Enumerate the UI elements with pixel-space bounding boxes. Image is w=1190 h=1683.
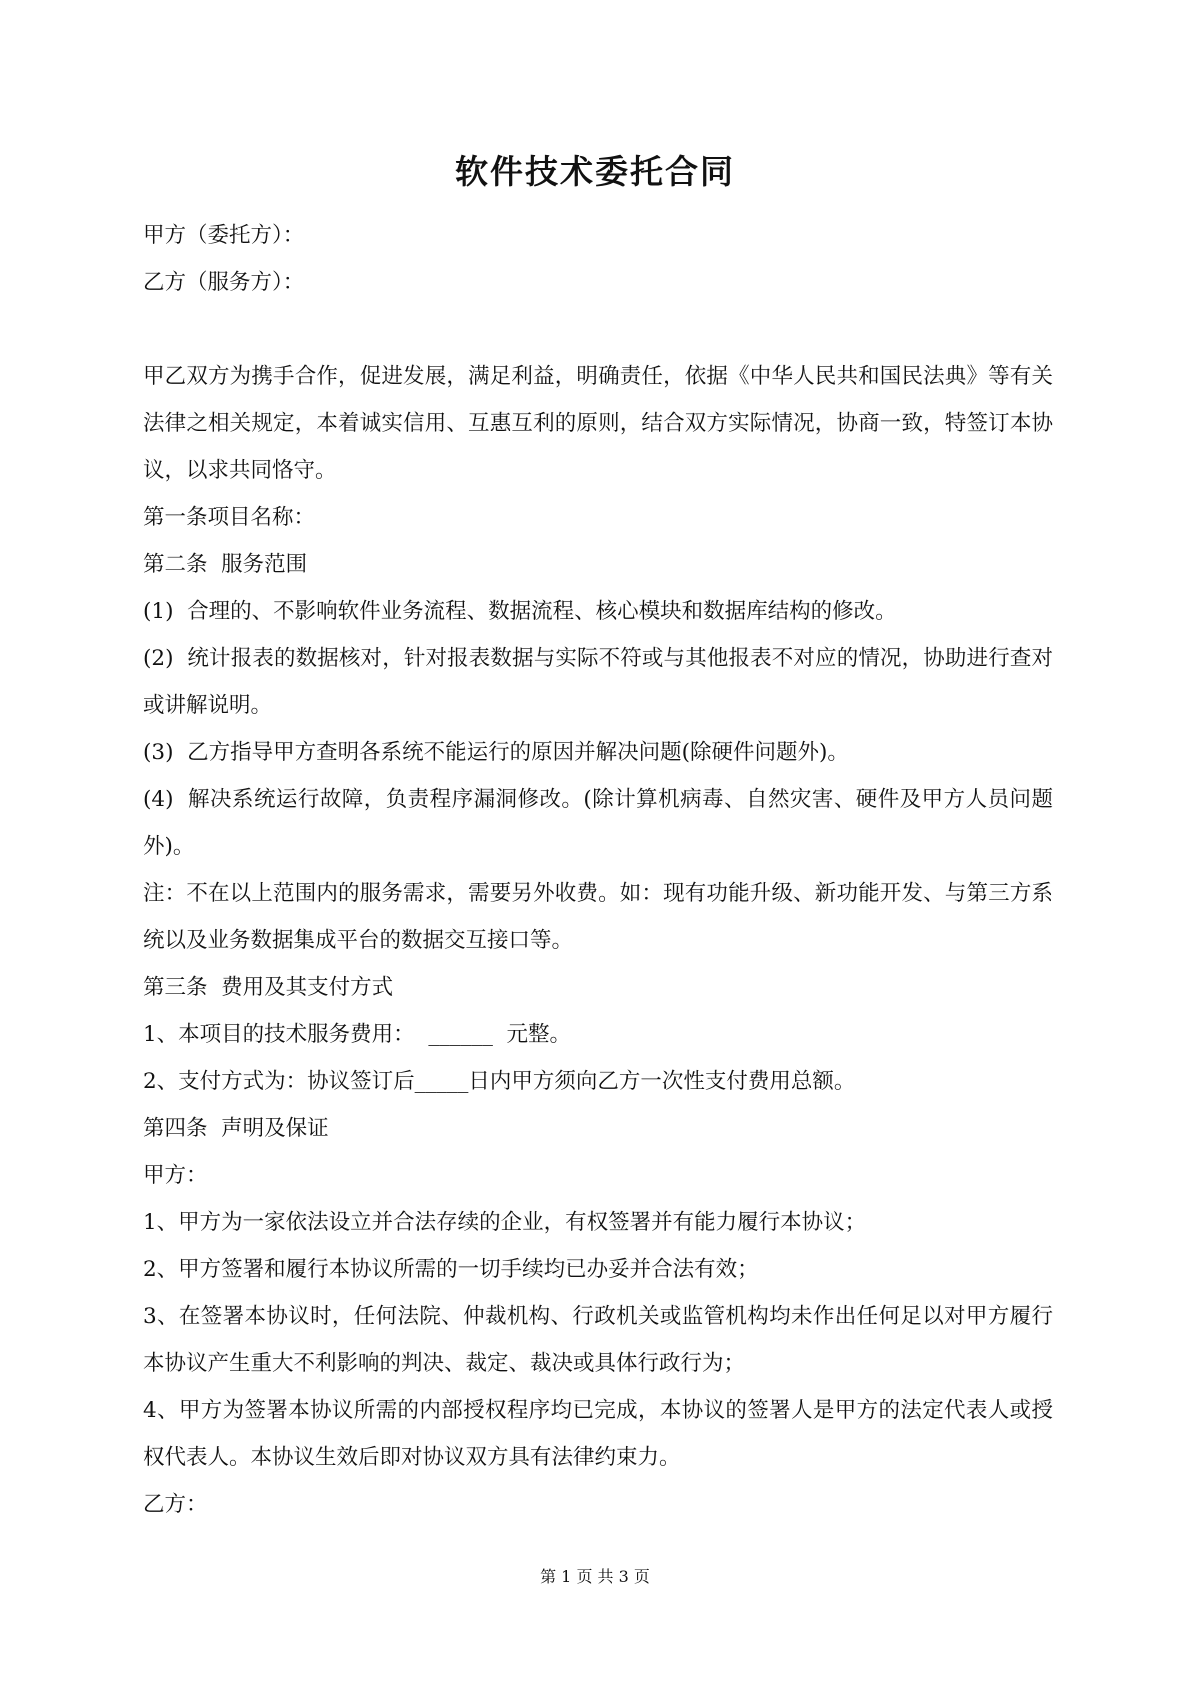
fee-clause: 1、本项目的技术服务费用： ______ 元整。: [143, 1022, 572, 1047]
article-3-heading: 第三条 费用及其支付方式: [143, 975, 394, 1000]
service-scope-item-1: (1) 合理的、不影响软件业务流程、数据流程、核心模块和数据库结构的修改。: [143, 599, 897, 624]
preamble-paragraph: 甲乙双方为携手合作，促进发展，满足利益，明确责任，依据《中华人民共和国民法典》等有关法律之相关规定，本着诚实信用、互惠互利的原则，结合双方实际情况，协商一致，特签订本协议，以求共同恪守。: [143, 364, 1053, 483]
party-b-label: 乙方：: [143, 1492, 208, 1517]
party-a-warranty-4: 4、甲方为签署本协议所需的内部授权程序均已完成，本协议的签署人是甲方的法定代表人或授权代表人。本协议生效后即对协议双方具有法律约束力。: [143, 1398, 1053, 1470]
service-scope-item-3: (3) 乙方指导甲方查明各系统不能运行的原因并解决问题(除硬件问题外)。: [143, 740, 849, 765]
document-title: 软件技术委托合同: [455, 152, 735, 191]
page-number-footer: 第 1 页 共 3 页: [540, 1567, 650, 1586]
article-2-heading: 第二条 服务范围: [143, 552, 308, 577]
party-a-line: 甲方（委托方）：: [143, 223, 305, 248]
party-a-warranty-2: 2、甲方签署和履行本协议所需的一切手续均已办妥并合法有效；: [143, 1257, 759, 1282]
party-a-warranty-3: 3、在签署本协议时，任何法院、仲裁机构、行政机关或监管机构均未作出任何足以对甲方履行本协议产生重大不利影响的判决、裁定、裁决或具体行政行为；: [143, 1304, 1053, 1376]
article-4-heading: 第四条 声明及保证: [143, 1116, 329, 1141]
blank-line: [143, 306, 1053, 353]
party-a-warranty-1: 1、甲方为一家依法设立并合法存续的企业，有权签署并有能力履行本协议；: [143, 1210, 867, 1235]
party-a-label: 甲方：: [143, 1163, 208, 1188]
service-scope-item-2: (2) 统计报表的数据核对，针对报表数据与实际不符或与其他报表不对应的情况，协助进行查对或讲解说明。: [143, 646, 1053, 718]
service-scope-item-4: (4) 解决系统运行故障，负责程序漏洞修改。(除计算机病毒、自然灾害、硬件及甲方人员问题外)。: [143, 787, 1053, 859]
service-scope-note: 注：不在以上范围内的服务需求，需要另外收费。如：现有功能升级、新功能开发、与第三方系统以及业务数据集成平台的数据交互接口等。: [143, 881, 1053, 953]
article-1-heading: 第一条项目名称：: [143, 505, 316, 530]
document-body: [143, 212, 1053, 1528]
party-b-line: 乙方（服务方）：: [143, 270, 305, 295]
payment-clause: 2、支付方式为：协议签订后_____日内甲方须向乙方一次性支付费用总额。: [143, 1069, 856, 1094]
